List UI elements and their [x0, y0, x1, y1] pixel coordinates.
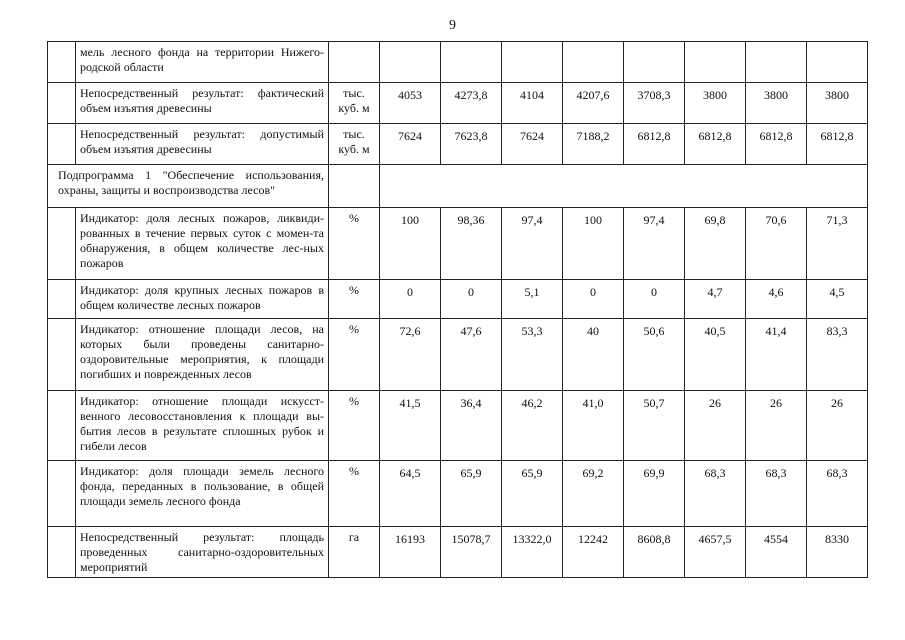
value-cell: 16193 — [380, 527, 441, 578]
unit-cell: тыс. куб. м — [329, 83, 380, 124]
value-cell: 4273,8 — [441, 83, 502, 124]
value-cell: 83,3 — [807, 319, 868, 391]
row-number-cell — [48, 461, 76, 527]
value-cell: 68,3 — [685, 461, 746, 527]
value-cell: 64,5 — [380, 461, 441, 527]
value-cell: 26 — [746, 391, 807, 461]
indicator-label: Индикатор: отношение площади искусст-венного лесовосстановления к площади вы-бытия лесов в результате сплошных рубок и гибели лесов — [76, 391, 329, 461]
value-cell: 8608,8 — [624, 527, 685, 578]
table-row — [48, 319, 868, 391]
value-cell — [441, 42, 502, 83]
value-cell: 65,9 — [502, 461, 563, 527]
value-cell: 40,5 — [685, 319, 746, 391]
row-number-cell — [48, 527, 76, 578]
value-cell: 3800 — [746, 83, 807, 124]
subprogram-title: Подпрограмма 1 "Обеспечение использования, охраны, защиты и воспроизводства лесов" — [48, 165, 329, 208]
value-cell: 15078,7 — [441, 527, 502, 578]
value-cell: 3800 — [685, 83, 746, 124]
unit-cell: % — [329, 391, 380, 461]
table-row — [48, 461, 868, 527]
value-cell: 6812,8 — [624, 124, 685, 165]
value-cell: 4104 — [502, 83, 563, 124]
value-cell: 41,4 — [746, 319, 807, 391]
value-cell: 26 — [807, 391, 868, 461]
value-cell: 6812,8 — [685, 124, 746, 165]
value-cell: 26 — [685, 391, 746, 461]
row-number-cell — [48, 42, 76, 83]
value-cell — [563, 42, 624, 83]
value-cell: 50,6 — [624, 319, 685, 391]
indicator-label: Индикатор: доля крупных лесных пожаров в общем количестве лесных пожаров — [76, 280, 329, 319]
value-cell: 68,3 — [807, 461, 868, 527]
row-number-cell — [48, 208, 76, 280]
value-cell: 46,2 — [502, 391, 563, 461]
value-cell: 65,9 — [441, 461, 502, 527]
value-cell — [624, 42, 685, 83]
table-row — [48, 391, 868, 461]
indicator-label: Непосредственный результат: допустимый объем изъятия древесины — [76, 124, 329, 165]
table-row — [48, 124, 868, 165]
value-cell — [746, 42, 807, 83]
unit-cell: тыс. куб. м — [329, 124, 380, 165]
value-cell: 47,6 — [441, 319, 502, 391]
value-cell: 4554 — [746, 527, 807, 578]
value-cell: 4,5 — [807, 280, 868, 319]
row-number-cell — [48, 280, 76, 319]
unit-cell — [329, 42, 380, 83]
table-row — [48, 280, 868, 319]
value-cell: 40 — [563, 319, 624, 391]
value-cell: 0 — [624, 280, 685, 319]
value-cell: 13322,0 — [502, 527, 563, 578]
value-cell: 7623,8 — [441, 124, 502, 165]
table-row — [48, 83, 868, 124]
value-cell: 4207,6 — [563, 83, 624, 124]
value-cell: 69,2 — [563, 461, 624, 527]
value-cell: 7624 — [380, 124, 441, 165]
value-cell: 36,4 — [441, 391, 502, 461]
value-cell: 100 — [563, 208, 624, 280]
row-number-cell — [48, 319, 76, 391]
value-cell: 41,0 — [563, 391, 624, 461]
value-cell: 98,36 — [441, 208, 502, 280]
table-row — [48, 527, 868, 578]
value-cell: 4,6 — [746, 280, 807, 319]
value-cell: 8330 — [807, 527, 868, 578]
indicator-label: Непосредственный результат: фактический объем изъятия древесины — [76, 83, 329, 124]
value-cell: 4657,5 — [685, 527, 746, 578]
unit-cell: га — [329, 527, 380, 578]
value-cell: 68,3 — [746, 461, 807, 527]
value-cell — [685, 42, 746, 83]
value-cell: 5,1 — [502, 280, 563, 319]
value-cell: 41,5 — [380, 391, 441, 461]
value-cell: 97,4 — [502, 208, 563, 280]
value-cell — [380, 42, 441, 83]
indicator-label: Индикатор: доля площади земель лесного фонда, переданных в пользование, в общей площади земель лесного фонда — [76, 461, 329, 527]
value-cell: 12242 — [563, 527, 624, 578]
value-cell: 71,3 — [807, 208, 868, 280]
page-number: 9 — [449, 18, 456, 33]
value-cell: 6812,8 — [807, 124, 868, 165]
value-cell: 69,9 — [624, 461, 685, 527]
value-cell: 0 — [563, 280, 624, 319]
indicator-label: мель лесного фонда на территории Нижего-родской области — [76, 42, 329, 83]
value-cell: 3708,3 — [624, 83, 685, 124]
table-row — [48, 208, 868, 280]
value-cell: 69,8 — [685, 208, 746, 280]
value-cell: 70,6 — [746, 208, 807, 280]
unit-cell — [329, 165, 380, 208]
table-row — [48, 165, 868, 208]
value-cell: 4,7 — [685, 280, 746, 319]
row-number-cell — [48, 83, 76, 124]
value-cell: 7188,2 — [563, 124, 624, 165]
unit-cell: % — [329, 319, 380, 391]
indicator-label: Индикатор: доля лесных пожаров, ликвиди-рованных в течение первых суток с момен-та обнаружения, в общем количестве лес-ных пожаров — [76, 208, 329, 280]
merged-empty-cell — [380, 165, 868, 208]
unit-cell: % — [329, 208, 380, 280]
value-cell: 97,4 — [624, 208, 685, 280]
indicator-table — [47, 41, 868, 578]
table-row — [48, 42, 868, 83]
unit-cell: % — [329, 280, 380, 319]
value-cell: 0 — [380, 280, 441, 319]
value-cell — [502, 42, 563, 83]
value-cell: 100 — [380, 208, 441, 280]
value-cell: 0 — [441, 280, 502, 319]
value-cell — [807, 42, 868, 83]
value-cell: 4053 — [380, 83, 441, 124]
value-cell: 7624 — [502, 124, 563, 165]
value-cell: 72,6 — [380, 319, 441, 391]
value-cell: 50,7 — [624, 391, 685, 461]
value-cell: 53,3 — [502, 319, 563, 391]
row-number-cell — [48, 124, 76, 165]
value-cell: 3800 — [807, 83, 868, 124]
row-number-cell — [48, 391, 76, 461]
indicator-label: Индикатор: отношение площади лесов, на которых были проведены санитарно-оздоровительные мероприятия, к площади погибших и поврежденных лесов — [76, 319, 329, 391]
unit-cell: % — [329, 461, 380, 527]
value-cell: 6812,8 — [746, 124, 807, 165]
indicator-label: Непосредственный результат: площадь проведенных санитарно-оздоровительных мероприятий — [76, 527, 329, 578]
